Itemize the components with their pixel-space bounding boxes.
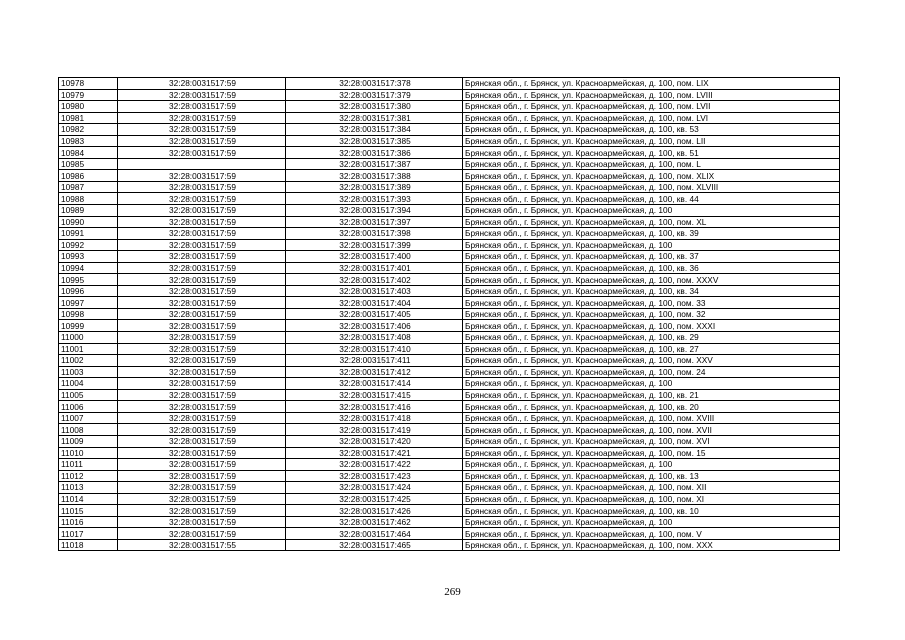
cadastral-number-cell: 32:28:0031517:380 xyxy=(286,101,463,113)
address-cell: Брянская обл., г. Брянск, ул. Красноармейская, д. 100 xyxy=(463,239,840,251)
parent-cadastral-number-cell: 32:28:0031517:59 xyxy=(118,135,286,147)
row-number-cell: 11004 xyxy=(59,378,118,390)
cadastral-number-cell: 32:28:0031517:419 xyxy=(286,424,463,436)
parent-cadastral-number-cell: 32:28:0031517:59 xyxy=(118,412,286,424)
row-number-cell: 11006 xyxy=(59,401,118,413)
row-number-cell: 11008 xyxy=(59,424,118,436)
table-row xyxy=(59,158,840,170)
cadastral-number-cell: 32:28:0031517:405 xyxy=(286,308,463,320)
parent-cadastral-number-cell: 32:28:0031517:59 xyxy=(118,89,286,101)
address-cell: Брянская обл., г. Брянск, ул. Красноармейская, д. 100, пом. V xyxy=(463,528,840,540)
cadastral-number-cell: 32:28:0031517:462 xyxy=(286,516,463,528)
table-row xyxy=(59,424,840,436)
table-row xyxy=(59,251,840,263)
address-cell: Брянская обл., г. Брянск, ул. Красноармейская, д. 100, кв. 39 xyxy=(463,228,840,240)
table-row xyxy=(59,355,840,367)
address-cell: Брянская обл., г. Брянск, ул. Красноармейская, д. 100, пом. XLIX xyxy=(463,170,840,182)
row-number-cell: 10984 xyxy=(59,147,118,159)
row-number-cell: 10982 xyxy=(59,124,118,136)
parent-cadastral-number-cell: 32:28:0031517:59 xyxy=(118,424,286,436)
address-cell: Брянская обл., г. Брянск, ул. Красноармейская, д. 100, кв. 27 xyxy=(463,343,840,355)
table-row xyxy=(59,389,840,401)
table-row xyxy=(59,193,840,205)
row-number-cell: 10991 xyxy=(59,228,118,240)
parent-cadastral-number-cell: 32:28:0031517:55 xyxy=(118,539,286,551)
parent-cadastral-number-cell: 32:28:0031517:59 xyxy=(118,482,286,494)
parent-cadastral-number-cell: 32:28:0031517:59 xyxy=(118,459,286,471)
page-number: 269 xyxy=(444,586,461,598)
row-number-cell: 11009 xyxy=(59,435,118,447)
row-number-cell: 10989 xyxy=(59,205,118,217)
parent-cadastral-number-cell: 32:28:0031517:59 xyxy=(118,308,286,320)
cadastral-number-cell: 32:28:0031517:379 xyxy=(286,89,463,101)
address-cell: Брянская обл., г. Брянск, ул. Красноармейская, д. 100, пом. XVII xyxy=(463,424,840,436)
parent-cadastral-number-cell: 32:28:0031517:59 xyxy=(118,101,286,113)
table-row xyxy=(59,539,840,551)
table-row xyxy=(59,228,840,240)
parent-cadastral-number-cell: 32:28:0031517:59 xyxy=(118,389,286,401)
cadastral-number-cell: 32:28:0031517:421 xyxy=(286,447,463,459)
row-number-cell: 11003 xyxy=(59,366,118,378)
table-row xyxy=(59,274,840,286)
address-cell: Брянская обл., г. Брянск, ул. Красноармейская, д. 100, пом. LVIII xyxy=(463,89,840,101)
row-number-cell: 11013 xyxy=(59,482,118,494)
address-cell: Брянская обл., г. Брянск, ул. Красноармейская, д. 100, кв. 21 xyxy=(463,389,840,401)
parent-cadastral-number-cell: 32:28:0031517:59 xyxy=(118,332,286,344)
cadastral-number-cell: 32:28:0031517:388 xyxy=(286,170,463,182)
row-number-cell: 11012 xyxy=(59,470,118,482)
address-cell: Брянская обл., г. Брянск, ул. Красноармейская, д. 100, пом. 33 xyxy=(463,297,840,309)
parent-cadastral-number-cell: 32:28:0031517:59 xyxy=(118,262,286,274)
table-row xyxy=(59,528,840,540)
row-number-cell: 11016 xyxy=(59,516,118,528)
table-row xyxy=(59,459,840,471)
address-cell: Брянская обл., г. Брянск, ул. Красноармейская, д. 100 xyxy=(463,516,840,528)
cadastral-table xyxy=(58,77,840,551)
parent-cadastral-number-cell: 32:28:0031517:59 xyxy=(118,378,286,390)
cadastral-number-cell: 32:28:0031517:381 xyxy=(286,112,463,124)
row-number-cell: 10990 xyxy=(59,216,118,228)
parent-cadastral-number-cell: 32:28:0031517:59 xyxy=(118,181,286,193)
row-number-cell: 10985 xyxy=(59,158,118,170)
parent-cadastral-number-cell: 32:28:0031517:59 xyxy=(118,447,286,459)
cadastral-number-cell: 32:28:0031517:406 xyxy=(286,320,463,332)
table-row xyxy=(59,516,840,528)
parent-cadastral-number-cell: 32:28:0031517:59 xyxy=(118,239,286,251)
address-cell: Брянская обл., г. Брянск, ул. Красноармейская, д. 100, кв. 20 xyxy=(463,401,840,413)
parent-cadastral-number-cell: 32:28:0031517:59 xyxy=(118,470,286,482)
table-row xyxy=(59,181,840,193)
address-cell: Брянская обл., г. Брянск, ул. Красноармейская, д. 100 xyxy=(463,378,840,390)
cadastral-number-cell: 32:28:0031517:404 xyxy=(286,297,463,309)
table-row xyxy=(59,216,840,228)
row-number-cell: 10980 xyxy=(59,101,118,113)
address-cell: Брянская обл., г. Брянск, ул. Красноармейская, д. 100, пом. LVI xyxy=(463,112,840,124)
cadastral-number-cell: 32:28:0031517:414 xyxy=(286,378,463,390)
address-cell: Брянская обл., г. Брянск, ул. Красноармейская, д. 100, пом. XXX xyxy=(463,539,840,551)
cadastral-number-cell: 32:28:0031517:389 xyxy=(286,181,463,193)
table-row xyxy=(59,493,840,505)
cadastral-number-cell: 32:28:0031517:385 xyxy=(286,135,463,147)
address-cell: Брянская обл., г. Брянск, ул. Красноармейская, д. 100, пом. XXXI xyxy=(463,320,840,332)
address-cell: Брянская обл., г. Брянск, ул. Красноармейская, д. 100, кв. 44 xyxy=(463,193,840,205)
parent-cadastral-number-cell: 32:28:0031517:59 xyxy=(118,355,286,367)
table-row xyxy=(59,401,840,413)
cadastral-number-cell: 32:28:0031517:397 xyxy=(286,216,463,228)
table-row xyxy=(59,285,840,297)
parent-cadastral-number-cell: 32:28:0031517:59 xyxy=(118,366,286,378)
address-cell: Брянская обл., г. Брянск, ул. Красноармейская, д. 100, пом. 32 xyxy=(463,308,840,320)
row-number-cell: 10998 xyxy=(59,308,118,320)
table-row xyxy=(59,170,840,182)
parent-cadastral-number-cell: 32:28:0031517:59 xyxy=(118,78,286,90)
cadastral-table-body xyxy=(59,78,840,551)
table-row xyxy=(59,435,840,447)
cadastral-number-cell: 32:28:0031517:416 xyxy=(286,401,463,413)
table-row xyxy=(59,112,840,124)
row-number-cell: 10979 xyxy=(59,89,118,101)
row-number-cell: 11014 xyxy=(59,493,118,505)
address-cell: Брянская обл., г. Брянск, ул. Красноармейская, д. 100, пом. XL xyxy=(463,216,840,228)
row-number-cell: 10986 xyxy=(59,170,118,182)
cadastral-number-cell: 32:28:0031517:423 xyxy=(286,470,463,482)
cadastral-number-cell: 32:28:0031517:426 xyxy=(286,505,463,517)
table-row xyxy=(59,470,840,482)
parent-cadastral-number-cell: 32:28:0031517:59 xyxy=(118,285,286,297)
table-row xyxy=(59,482,840,494)
row-number-cell: 10978 xyxy=(59,78,118,90)
parent-cadastral-number-cell: 32:28:0031517:59 xyxy=(118,228,286,240)
cadastral-number-cell: 32:28:0031517:424 xyxy=(286,482,463,494)
address-cell: Брянская обл., г. Брянск, ул. Красноармейская, д. 100, кв. 37 xyxy=(463,251,840,263)
table-row xyxy=(59,332,840,344)
address-cell: Брянская обл., г. Брянск, ул. Красноармейская, д. 100, пом. LIX xyxy=(463,78,840,90)
address-cell: Брянская обл., г. Брянск, ул. Красноармейская, д. 100, пом. XXV xyxy=(463,355,840,367)
parent-cadastral-number-cell: 32:28:0031517:59 xyxy=(118,216,286,228)
cadastral-number-cell: 32:28:0031517:384 xyxy=(286,124,463,136)
table-row xyxy=(59,343,840,355)
parent-cadastral-number-cell: 32:28:0031517:59 xyxy=(118,170,286,182)
address-cell: Брянская обл., г. Брянск, ул. Красноармейская, д. 100, кв. 29 xyxy=(463,332,840,344)
table-row xyxy=(59,297,840,309)
address-cell: Брянская обл., г. Брянск, ул. Красноармейская, д. 100, пом. 15 xyxy=(463,447,840,459)
parent-cadastral-number-cell: 32:28:0031517:59 xyxy=(118,251,286,263)
row-number-cell: 10999 xyxy=(59,320,118,332)
row-number-cell: 10993 xyxy=(59,251,118,263)
parent-cadastral-number-cell: 32:28:0031517:59 xyxy=(118,516,286,528)
row-number-cell: 10992 xyxy=(59,239,118,251)
cadastral-number-cell: 32:28:0031517:408 xyxy=(286,332,463,344)
cadastral-number-cell: 32:28:0031517:415 xyxy=(286,389,463,401)
table-row xyxy=(59,366,840,378)
row-number-cell: 10995 xyxy=(59,274,118,286)
table-row xyxy=(59,239,840,251)
address-cell: Брянская обл., г. Брянск, ул. Красноармейская, д. 100, пом. 24 xyxy=(463,366,840,378)
parent-cadastral-number-cell: 32:28:0031517:59 xyxy=(118,320,286,332)
address-cell: Брянская обл., г. Брянск, ул. Красноармейская, д. 100, кв. 10 xyxy=(463,505,840,517)
address-cell: Брянская обл., г. Брянск, ул. Красноармейская, д. 100, пом. XLVIII xyxy=(463,181,840,193)
cadastral-number-cell: 32:28:0031517:400 xyxy=(286,251,463,263)
parent-cadastral-number-cell: 32:28:0031517:59 xyxy=(118,124,286,136)
address-cell: Брянская обл., г. Брянск, ул. Красноармейская, д. 100, пом. XVIII xyxy=(463,412,840,424)
address-cell: Брянская обл., г. Брянск, ул. Красноармейская, д. 100 xyxy=(463,459,840,471)
address-cell: Брянская обл., г. Брянск, ул. Красноармейская, д. 100, кв. 34 xyxy=(463,285,840,297)
table-row xyxy=(59,89,840,101)
cadastral-number-cell: 32:28:0031517:410 xyxy=(286,343,463,355)
row-number-cell: 11005 xyxy=(59,389,118,401)
row-number-cell: 10996 xyxy=(59,285,118,297)
row-number-cell: 11000 xyxy=(59,332,118,344)
cadastral-number-cell: 32:28:0031517:393 xyxy=(286,193,463,205)
row-number-cell: 11002 xyxy=(59,355,118,367)
table-row xyxy=(59,124,840,136)
cadastral-number-cell: 32:28:0031517:425 xyxy=(286,493,463,505)
cadastral-number-cell: 32:28:0031517:401 xyxy=(286,262,463,274)
cadastral-number-cell: 32:28:0031517:394 xyxy=(286,205,463,217)
cadastral-number-cell: 32:28:0031517:465 xyxy=(286,539,463,551)
parent-cadastral-number-cell: 32:28:0031517:59 xyxy=(118,493,286,505)
parent-cadastral-number-cell: 32:28:0031517:59 xyxy=(118,343,286,355)
parent-cadastral-number-cell xyxy=(118,158,286,170)
parent-cadastral-number-cell: 32:28:0031517:59 xyxy=(118,147,286,159)
table-row xyxy=(59,412,840,424)
address-cell: Брянская обл., г. Брянск, ул. Красноармейская, д. 100, кв. 13 xyxy=(463,470,840,482)
row-number-cell: 11007 xyxy=(59,412,118,424)
address-cell: Брянская обл., г. Брянск, ул. Красноармейская, д. 100, кв. 51 xyxy=(463,147,840,159)
parent-cadastral-number-cell: 32:28:0031517:59 xyxy=(118,528,286,540)
table-row xyxy=(59,320,840,332)
cadastral-number-cell: 32:28:0031517:418 xyxy=(286,412,463,424)
cadastral-number-cell: 32:28:0031517:398 xyxy=(286,228,463,240)
cadastral-number-cell: 32:28:0031517:411 xyxy=(286,355,463,367)
parent-cadastral-number-cell: 32:28:0031517:59 xyxy=(118,274,286,286)
table-row xyxy=(59,205,840,217)
table-row xyxy=(59,147,840,159)
row-number-cell: 10983 xyxy=(59,135,118,147)
table-row xyxy=(59,308,840,320)
cadastral-number-cell: 32:28:0031517:399 xyxy=(286,239,463,251)
address-cell: Брянская обл., г. Брянск, ул. Красноармейская, д. 100, кв. 36 xyxy=(463,262,840,274)
parent-cadastral-number-cell: 32:28:0031517:59 xyxy=(118,112,286,124)
address-cell: Брянская обл., г. Брянск, ул. Красноармейская, д. 100 xyxy=(463,205,840,217)
row-number-cell: 10981 xyxy=(59,112,118,124)
address-cell: Брянская обл., г. Брянск, ул. Красноармейская, д. 100, пом. XII xyxy=(463,482,840,494)
table-row xyxy=(59,262,840,274)
row-number-cell: 11018 xyxy=(59,539,118,551)
table-row xyxy=(59,78,840,90)
cadastral-number-cell: 32:28:0031517:412 xyxy=(286,366,463,378)
cadastral-number-cell: 32:28:0031517:422 xyxy=(286,459,463,471)
table-row xyxy=(59,135,840,147)
parent-cadastral-number-cell: 32:28:0031517:59 xyxy=(118,297,286,309)
row-number-cell: 11010 xyxy=(59,447,118,459)
parent-cadastral-number-cell: 32:28:0031517:59 xyxy=(118,505,286,517)
parent-cadastral-number-cell: 32:28:0031517:59 xyxy=(118,205,286,217)
table-row xyxy=(59,378,840,390)
address-cell: Брянская обл., г. Брянск, ул. Красноармейская, д. 100, пом. LII xyxy=(463,135,840,147)
parent-cadastral-number-cell: 32:28:0031517:59 xyxy=(118,435,286,447)
row-number-cell: 10988 xyxy=(59,193,118,205)
row-number-cell: 10997 xyxy=(59,297,118,309)
cadastral-number-cell: 32:28:0031517:420 xyxy=(286,435,463,447)
address-cell: Брянская обл., г. Брянск, ул. Красноармейская, д. 100, пом. XXXV xyxy=(463,274,840,286)
row-number-cell: 11011 xyxy=(59,459,118,471)
cadastral-number-cell: 32:28:0031517:402 xyxy=(286,274,463,286)
address-cell: Брянская обл., г. Брянск, ул. Красноармейская, д. 100, пом. XI xyxy=(463,493,840,505)
parent-cadastral-number-cell: 32:28:0031517:59 xyxy=(118,193,286,205)
row-number-cell: 11001 xyxy=(59,343,118,355)
cadastral-number-cell: 32:28:0031517:464 xyxy=(286,528,463,540)
row-number-cell: 10994 xyxy=(59,262,118,274)
address-cell: Брянская обл., г. Брянск, ул. Красноармейская, д. 100, пом. L xyxy=(463,158,840,170)
address-cell: Брянская обл., г. Брянск, ул. Красноармейская, д. 100, пом. XVI xyxy=(463,435,840,447)
cadastral-number-cell: 32:28:0031517:378 xyxy=(286,78,463,90)
table-row xyxy=(59,101,840,113)
parent-cadastral-number-cell: 32:28:0031517:59 xyxy=(118,401,286,413)
row-number-cell: 11017 xyxy=(59,528,118,540)
cadastral-number-cell: 32:28:0031517:403 xyxy=(286,285,463,297)
cadastral-number-cell: 32:28:0031517:386 xyxy=(286,147,463,159)
table-row xyxy=(59,447,840,459)
row-number-cell: 10987 xyxy=(59,181,118,193)
row-number-cell: 11015 xyxy=(59,505,118,517)
address-cell: Брянская обл., г. Брянск, ул. Красноармейская, д. 100, кв. 53 xyxy=(463,124,840,136)
address-cell: Брянская обл., г. Брянск, ул. Красноармейская, д. 100, пом. LVII xyxy=(463,101,840,113)
table-row xyxy=(59,505,840,517)
cadastral-number-cell: 32:28:0031517:387 xyxy=(286,158,463,170)
